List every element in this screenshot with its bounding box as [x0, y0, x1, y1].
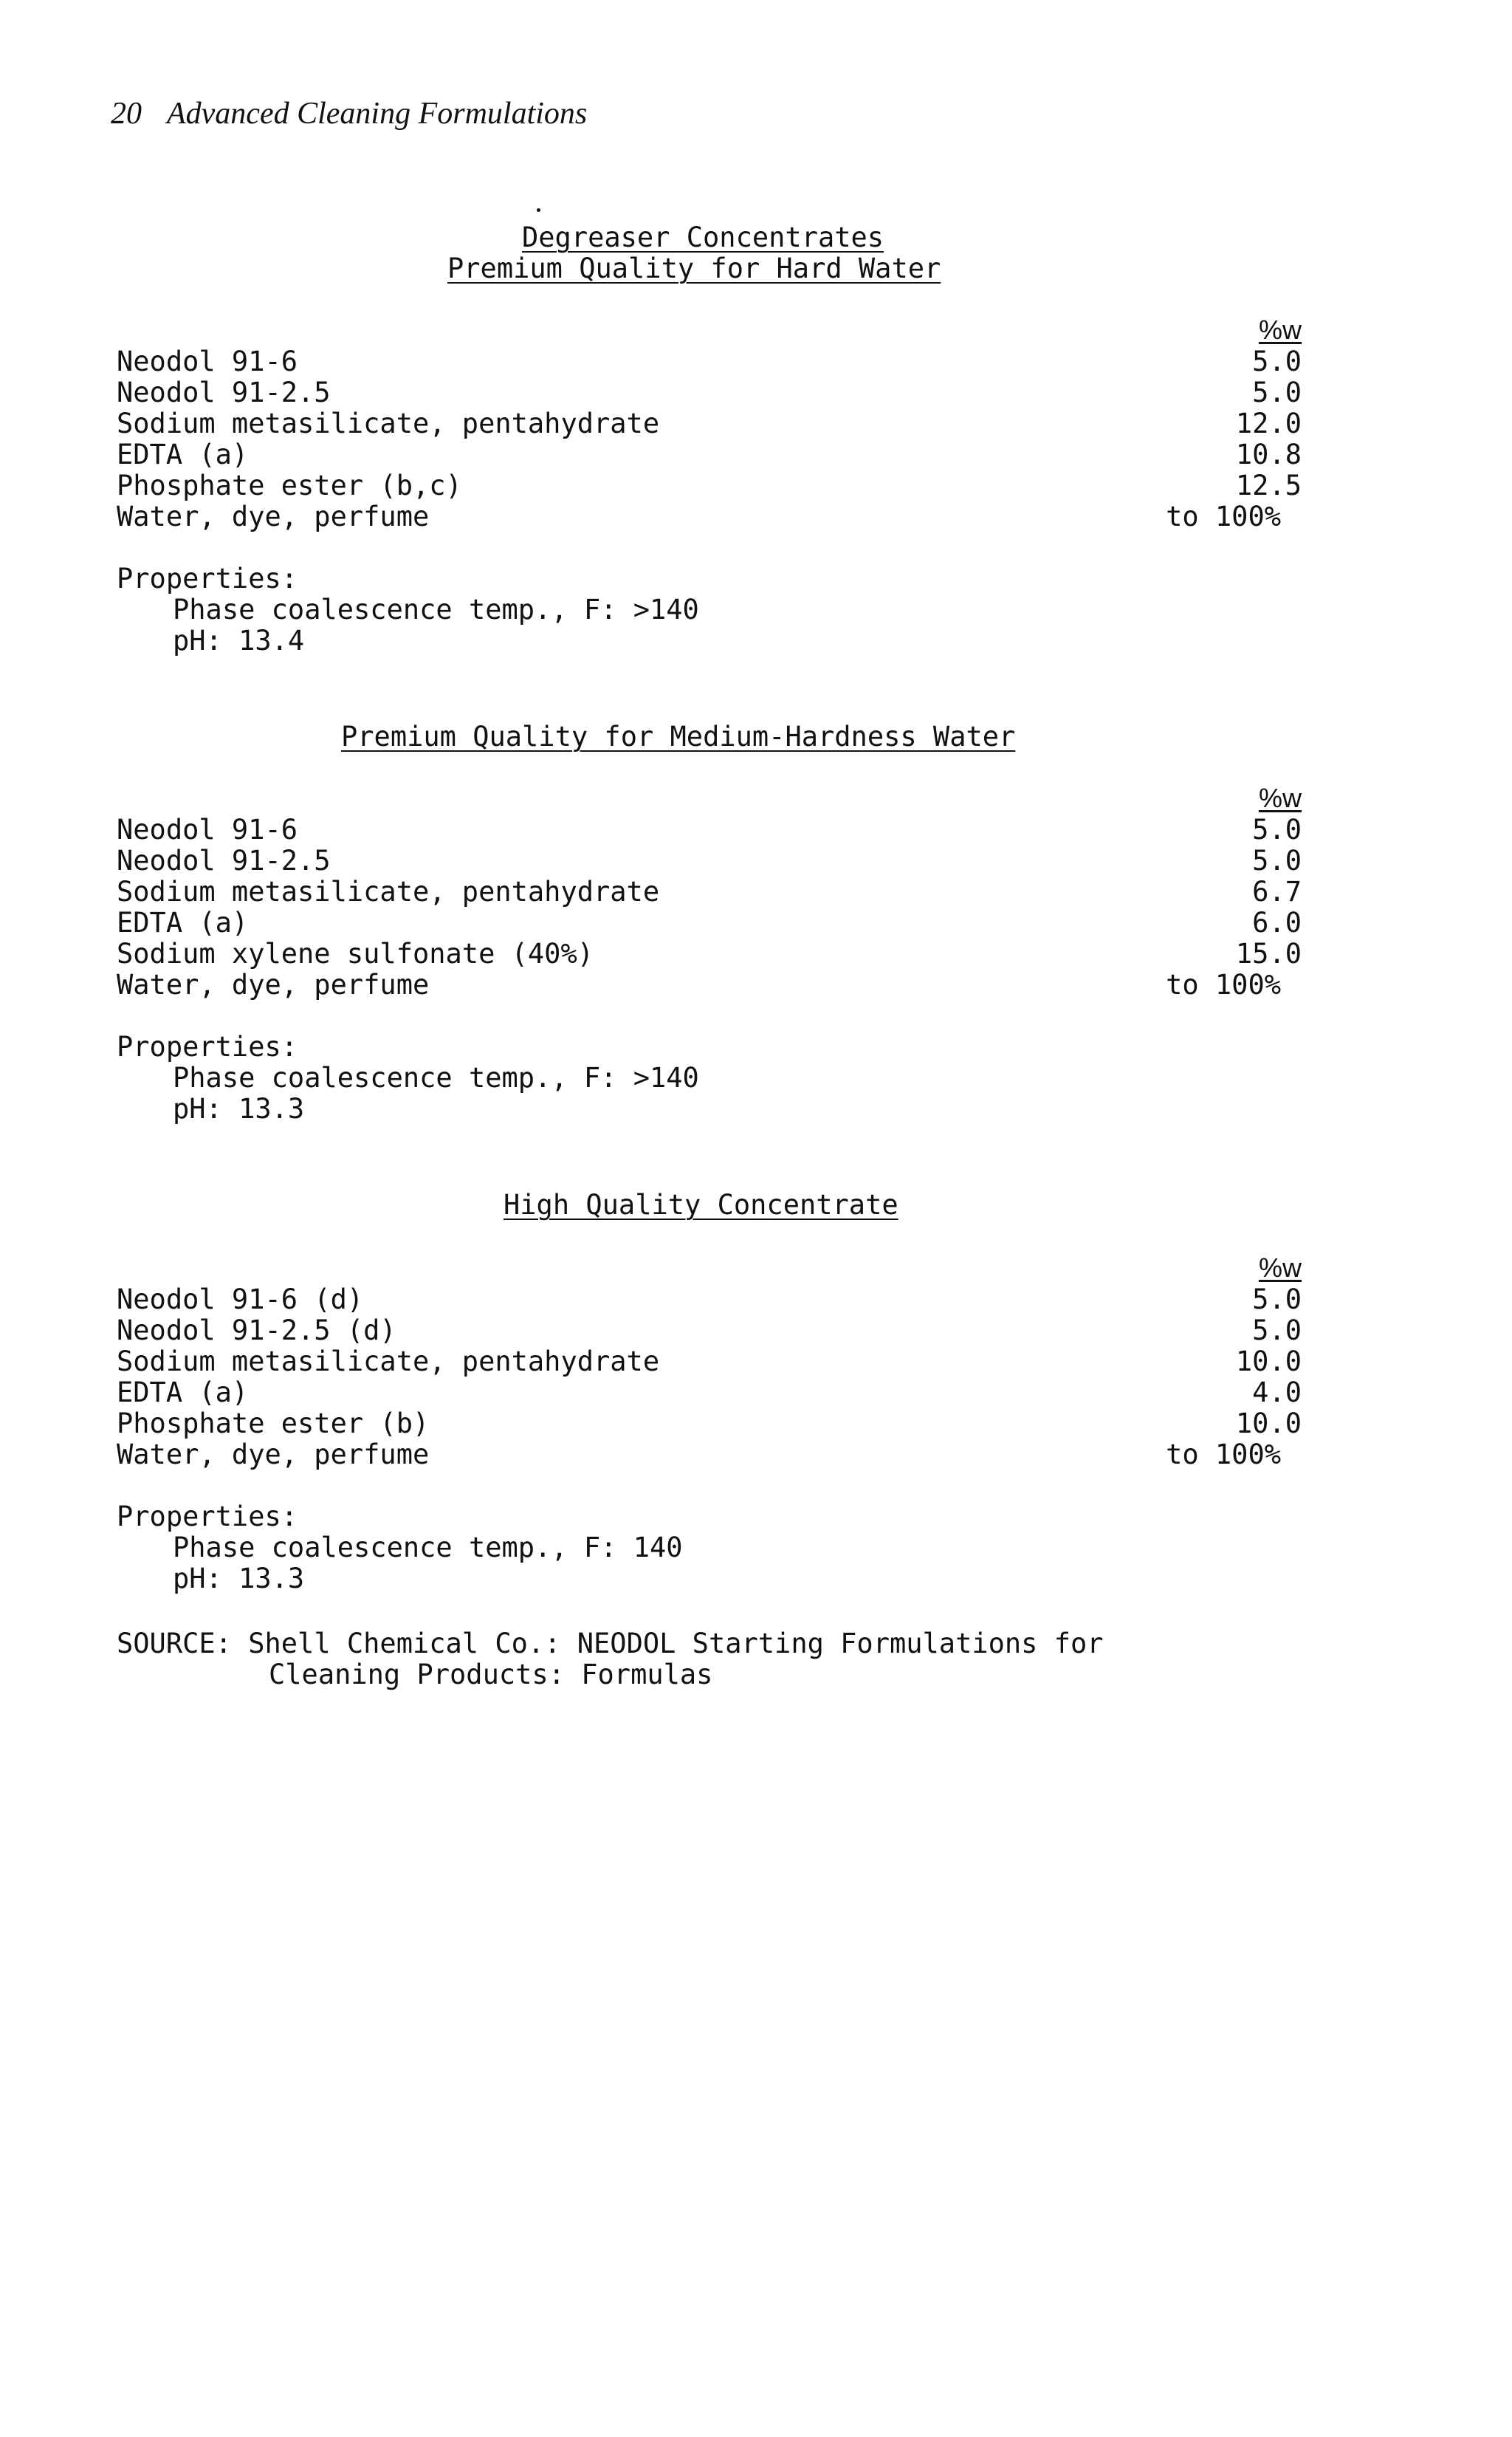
ingredient-name: Neodol 91-2.5 [117, 845, 331, 877]
ingredient-value: 5.0 [1252, 1283, 1302, 1315]
section-3-unit-header: %w [1258, 1252, 1302, 1283]
section-3-row [117, 1408, 1302, 1440]
page-number: 20 [111, 97, 142, 131]
ingredient-name: Neodol 91-2.5 [117, 377, 331, 408]
ingredient-name: Sodium metasilicate, pentahydrate [117, 1346, 660, 1377]
section-2-property: pH: 13.3 [173, 1093, 305, 1125]
ingredient-value: 5.0 [1252, 346, 1302, 377]
section-2-title: Premium Quality for Medium-Hardness Water [341, 721, 1016, 753]
ingredient-name: EDTA (a) [117, 1377, 249, 1408]
ingredient-name: Neodol 91-2.5 (d) [117, 1315, 396, 1346]
ingredient-value: to 100% [1166, 1439, 1281, 1470]
ingredient-value: to 100% [1166, 969, 1281, 1001]
ingredient-value: 6.0 [1252, 907, 1302, 939]
section-3-properties-label: Properties: [117, 1501, 298, 1532]
ingredient-name: Phosphate ester (b) [117, 1408, 430, 1439]
running-header [111, 96, 587, 131]
section-2-properties-label: Properties: [117, 1031, 298, 1063]
section-1-row [117, 377, 1302, 409]
section-2-row [117, 845, 1302, 877]
section-1-unit-header: %w [1258, 315, 1302, 345]
ingredient-name: EDTA (a) [117, 907, 249, 939]
ingredient-value: 6.7 [1252, 876, 1302, 908]
ingredient-value: 5.0 [1252, 377, 1302, 408]
source-label: SOURCE: [117, 1628, 232, 1659]
ingredient-name: Neodol 91-6 (d) [117, 1283, 364, 1315]
ingredient-value: to 100% [1166, 501, 1281, 532]
section-3-row [117, 1377, 1302, 1409]
section-2-row [117, 814, 1302, 846]
section-3-row [117, 1346, 1302, 1378]
section-3-row [117, 1283, 1302, 1316]
ingredient-value: 5.0 [1252, 814, 1302, 846]
ingredient-value: 5.0 [1252, 1315, 1302, 1346]
stray-dot [537, 208, 540, 212]
running-title: Advanced Cleaning Formulations [167, 97, 588, 131]
section-3-property: pH: 13.3 [173, 1563, 305, 1594]
section-2-row [117, 938, 1302, 970]
ingredient-value: 12.5 [1235, 470, 1302, 501]
ingredient-name: EDTA (a) [117, 439, 249, 470]
section-1-row [117, 346, 1302, 378]
ingredient-name: Neodol 91-6 [117, 346, 298, 377]
ingredient-name: Water, dye, perfume [117, 969, 430, 1001]
ingredient-name: Sodium metasilicate, pentahydrate [117, 408, 660, 439]
section-3-row [117, 1315, 1302, 1347]
section-1-row [117, 408, 1302, 440]
source-note [117, 1628, 1104, 1659]
ingredient-name: Sodium xylene sulfonate (40%) [117, 938, 594, 970]
ingredient-name: Water, dye, perfume [117, 1439, 430, 1470]
ingredient-value: 4.0 [1252, 1377, 1302, 1408]
section-2-unit-header: %w [1258, 783, 1302, 813]
section-1-row [117, 470, 1302, 502]
ingredient-name: Water, dye, perfume [117, 501, 430, 532]
section-2-row [117, 876, 1302, 908]
section-2-row [117, 969, 1302, 1001]
section-2-row [117, 907, 1302, 939]
section-1-property: pH: 13.4 [173, 625, 305, 657]
source-text-line-2: Cleaning Products: Formulas [269, 1659, 713, 1690]
main-title: Degreaser Concentrates [522, 222, 884, 253]
ingredient-name: Neodol 91-6 [117, 814, 298, 846]
section-1-row [117, 439, 1302, 471]
ingredient-value: 15.0 [1235, 938, 1302, 970]
ingredient-value: 10.0 [1235, 1346, 1302, 1377]
ingredient-value: 12.0 [1235, 408, 1302, 439]
section-1-row [117, 501, 1302, 533]
section-1-title: Premium Quality for Hard Water [447, 253, 941, 284]
ingredient-value: 10.8 [1235, 439, 1302, 470]
section-3-property: Phase coalescence temp., F: 140 [173, 1532, 683, 1563]
section-2-property: Phase coalescence temp., F: >140 [173, 1062, 699, 1094]
ingredient-value: 10.0 [1235, 1408, 1302, 1439]
ingredient-name: Sodium metasilicate, pentahydrate [117, 876, 660, 908]
section-3-row [117, 1439, 1302, 1471]
source-text-line-1: Shell Chemical Co.: NEODOL Starting Formulations for [248, 1628, 1104, 1659]
section-3-title: High Quality Concentrate [504, 1189, 898, 1221]
ingredient-name: Phosphate ester (b,c) [117, 470, 462, 501]
section-1-properties-label: Properties: [117, 563, 298, 594]
section-1-property: Phase coalescence temp., F: >140 [173, 594, 699, 625]
ingredient-value: 5.0 [1252, 845, 1302, 877]
